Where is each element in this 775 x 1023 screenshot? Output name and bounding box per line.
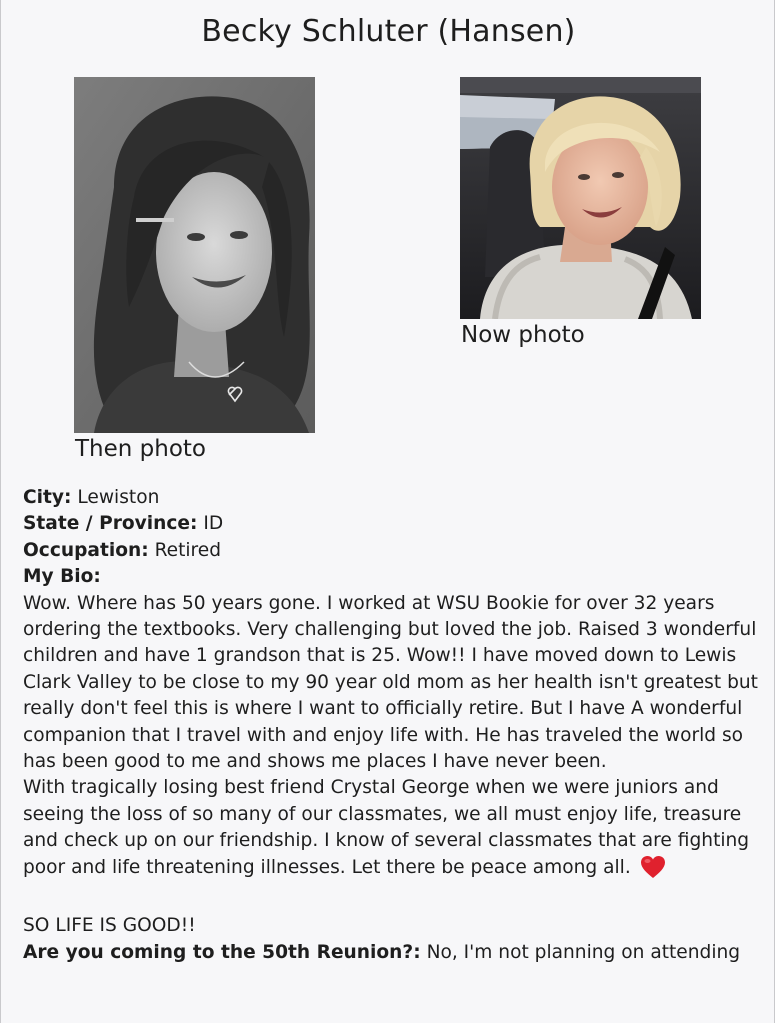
spacer [23,887,763,913]
state-label: State / Province: [23,513,198,535]
now-photo[interactable] [460,77,701,319]
city-label: City: [23,487,72,508]
bio-paragraph-2: With tragically losing best friend Crystal George when we were juniors and seeing the loss of so many of our classmates, we all must enjoy life, treasure and check up on our friendship. I know of several classmates that are fighting poor and life threatening illnesses. Let there be peace among all. [23,777,750,878]
now-photo-caption: Now photo [461,322,585,348]
then-photo-caption: Then photo [75,436,207,462]
bio-label: My Bio: [23,566,101,588]
city-value: Lewiston [71,487,160,508]
then-photo-block [74,77,315,462]
bio-paragraph-2-row [23,775,763,887]
reunion-value: No, I'm not planning on attending [420,941,741,963]
heart-icon [640,855,666,887]
bio-label-row [23,564,763,590]
bio-closing: SO LIFE IS GOOD!! [23,915,196,937]
occupation-value: Retired [148,539,222,561]
reunion-label: Are you coming to the 50th Reunion?: [23,941,421,963]
bio-paragraph-1: Wow. Where has 50 years gone. I worked at WSU Bookie for over 32 years ordering the textbooks. Very challenging but loved the job. Raised 3 wonderful children and have 1 grandson that is 25. Wow!! I have moved down to Lewis Clark Valley to be close to my 90 year old mom as her health isn't greatest but really don't feel this is where I want to officially retire. But I have A wonderful companion that I travel with and enjoy life with. He has traveled the world so has been good to me and shows me places I have never been. [23,592,758,773]
profile-details [23,485,763,966]
reunion-row [23,940,763,966]
occupation-label: Occupation: [23,539,149,561]
then-photo[interactable] [74,77,315,433]
state-row [23,511,763,537]
occupation-row [23,538,763,564]
state-value: ID [197,513,224,535]
page-title: Becky Schluter (Hansen) [201,14,576,49]
now-photo-block [460,77,701,348]
city-row [23,485,763,511]
